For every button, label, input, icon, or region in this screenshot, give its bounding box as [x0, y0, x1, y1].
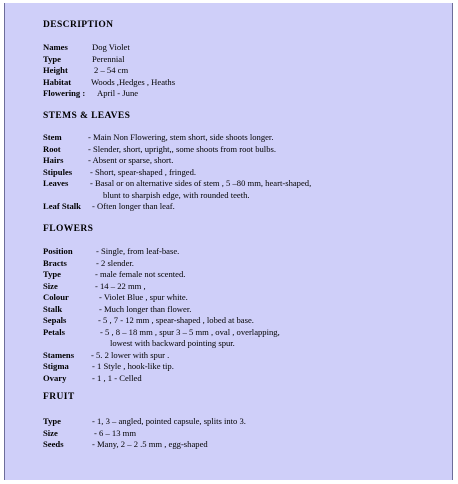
row-label: Hairs: [43, 155, 64, 165]
row-label: Flowering :: [43, 88, 86, 98]
row-label: Position: [43, 246, 73, 256]
row-value: - Slender, short, upright,, some shoots from root bulbs.: [88, 143, 276, 154]
row-label: Habitat: [43, 76, 72, 87]
row-value: - Absent or sparse, short.: [88, 155, 174, 165]
row-label: Colour: [43, 292, 69, 302]
row-value: - Much longer than flower.: [99, 303, 192, 314]
row-value: - 1 , 1 - Celled: [92, 372, 142, 383]
row-value: lowest with backward pointing spur.: [110, 338, 235, 348]
row-value: - 5. 2 lower with spur .: [91, 349, 170, 360]
row-value: - male female not scented.: [95, 269, 186, 279]
row-label: Type: [43, 269, 61, 279]
row-value: - 5 , 7 - 12 mm , spear-shaped , lobed at base.: [98, 315, 254, 325]
row-value: - 1, 3 – angled, pointed capsule, splits into 3.: [92, 416, 246, 426]
row-value: - Basal or on alternative sides of stem , 5 –80 mm, heart-shaped,: [90, 178, 312, 188]
row-value: Woods ,Hedges , Heaths: [91, 76, 176, 87]
plant-info-panel: [4, 3, 453, 480]
fruit-heading: FRUIT: [43, 392, 75, 402]
row-label: Leaves: [43, 178, 69, 188]
row-value: - Main Non Flowering, stem short, side shoots longer.: [88, 132, 274, 142]
row-label: Size: [43, 280, 58, 291]
row-value: April - June: [97, 88, 139, 98]
row-label: Stem: [43, 132, 62, 142]
row-value: 2 – 54 cm: [94, 65, 129, 75]
row-label: Type: [43, 416, 61, 426]
row-label: Type: [43, 53, 61, 64]
row-label: Bracts: [43, 257, 67, 268]
row-value: - 2 slender.: [96, 257, 134, 268]
row-label: Size: [43, 427, 58, 438]
row-label: Stigma: [43, 361, 69, 371]
row-label: Leaf Stalk: [43, 201, 81, 211]
row-value: - 6 – 13 mm: [94, 427, 137, 438]
row-value: - 5 , 8 – 18 mm , spur 3 – 5 mm , oval , overlapping,: [100, 326, 280, 337]
stems-leaves-heading: STEMS & LEAVES: [43, 111, 131, 121]
row-value: blunt to sharpish edge, with rounded teeth.: [103, 189, 250, 200]
row-label: Stamens: [43, 349, 75, 360]
row-label: Ovary: [43, 372, 67, 383]
row-label: Root: [43, 143, 61, 154]
row-label: Height: [43, 65, 68, 75]
row-value: - Often longer than leaf.: [92, 201, 175, 211]
row-value: Perennial: [92, 53, 125, 64]
row-value: - Short, spear-shaped , fringed.: [90, 166, 197, 177]
row-label: Sepals: [43, 315, 67, 325]
row-label: Stalk: [43, 303, 63, 314]
row-label: Seeds: [43, 439, 64, 449]
flowers-heading: FLOWERS: [43, 224, 94, 234]
row-value: - 14 – 22 mm ,: [95, 280, 146, 291]
row-value: Dog Violet: [92, 42, 130, 52]
row-value: - Single, from leaf-base.: [96, 246, 180, 256]
row-label: Petals: [43, 326, 65, 337]
row-value: - Many, 2 – 2 .5 mm , egg-shaped: [92, 439, 208, 449]
row-value: - Violet Blue , spur white.: [99, 292, 188, 302]
row-label: Names: [43, 42, 68, 52]
row-value: - 1 Style , hook-like tip.: [92, 361, 174, 371]
description-heading: DESCRIPTION: [43, 20, 114, 30]
row-label: Stipules: [43, 166, 73, 177]
